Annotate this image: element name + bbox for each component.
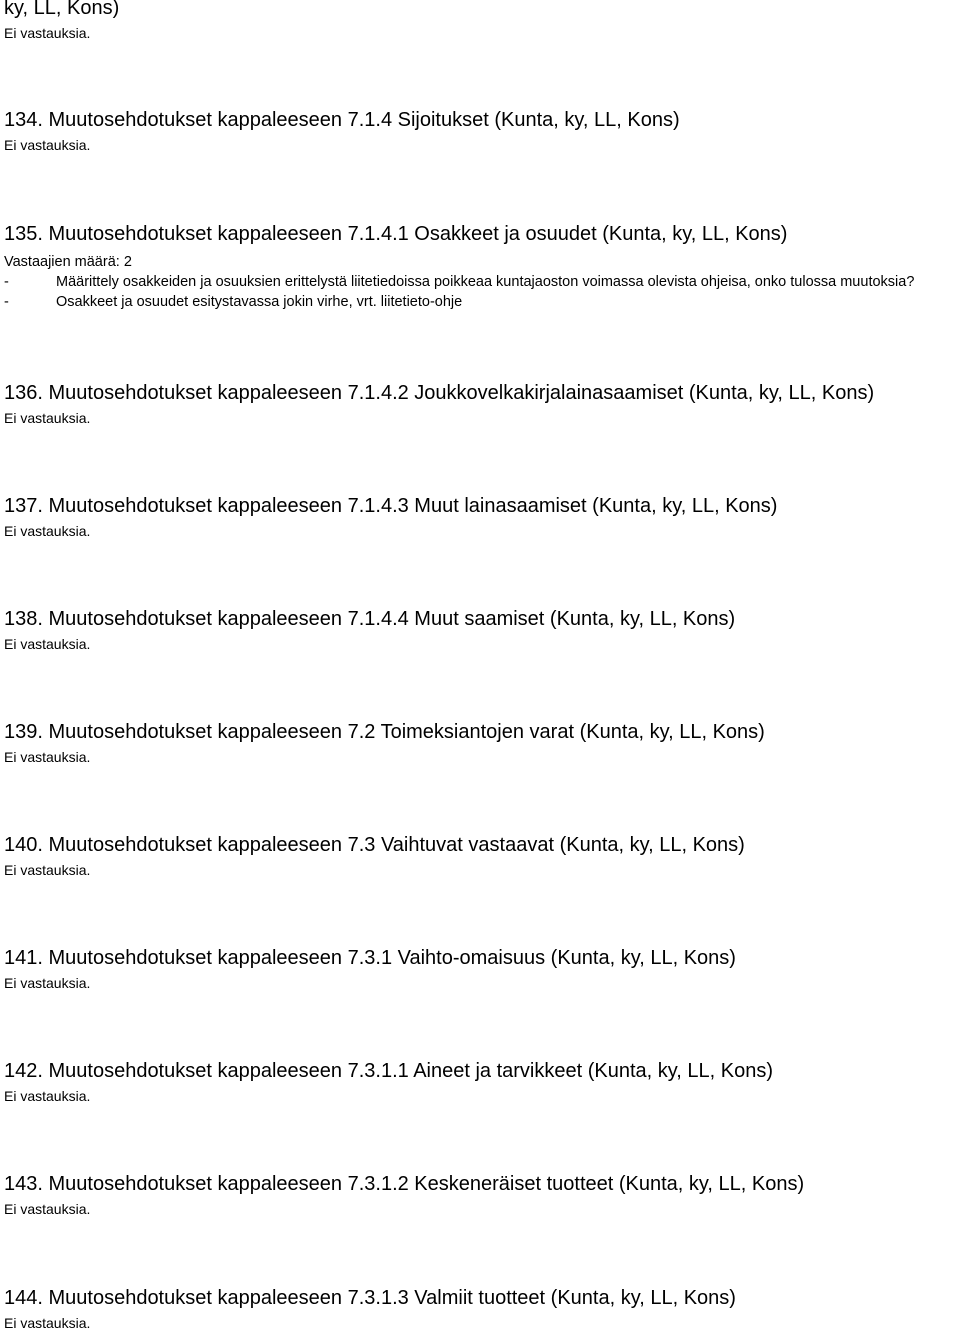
section-136 [4, 381, 960, 427]
list-dash: - [4, 274, 9, 290]
section-heading: 139. Muutosehdotukset kappaleeseen 7.2 Toimeksiantojen varat (Kunta, ky, LL, Kons) [4, 721, 765, 743]
no-answers-text: Ei vastauksia. [4, 1201, 91, 1217]
response-item [4, 272, 960, 292]
section-138 [4, 607, 960, 653]
section-heading: 144. Muutosehdotukset kappaleeseen 7.3.1.3 Valmiit tuotteet (Kunta, ky, LL, Kons) [4, 1287, 736, 1309]
section-heading: 140. Muutosehdotukset kappaleeseen 7.3 Vaihtuvat vastaavat (Kunta, ky, LL, Kons) [4, 834, 745, 856]
section-142 [4, 1059, 960, 1105]
section-143 [4, 1172, 960, 1218]
response-text: Osakkeet ja osuudet esitystavassa jokin virhe, vrt. liitetieto-ohje [56, 294, 463, 310]
section-heading: 141. Muutosehdotukset kappaleeseen 7.3.1 Vaihto-omaisuus (Kunta, ky, LL, Kons) [4, 947, 736, 969]
no-answers-text: Ei vastauksia. [4, 636, 91, 652]
section-135 [4, 222, 960, 312]
section-heading: 137. Muutosehdotukset kappaleeseen 7.1.4.3 Muut lainasaamiset (Kunta, ky, LL, Kons) [4, 495, 778, 517]
no-answers-text: Ei vastauksia. [4, 1088, 91, 1104]
section-134 [4, 108, 960, 154]
section-141 [4, 946, 960, 992]
section-137 [4, 494, 960, 540]
respondent-count: Vastaajien määrä: 2 [4, 254, 132, 270]
section-heading: 142. Muutosehdotukset kappaleeseen 7.3.1.1 Aineet ja tarvikkeet (Kunta, ky, LL, Kons) [4, 1060, 774, 1082]
no-answers-text: Ei vastauksia. [4, 25, 91, 41]
section-heading: 143. Muutosehdotukset kappaleeseen 7.3.1.2 Keskeneräiset tuotteet (Kunta, ky, LL, Kons) [4, 1173, 805, 1195]
response-text: Määrittely osakkeiden ja osuuksien erittelystä liitetiedoissa poikkeaa kuntajaoston voimassa olevista ohjeisa, onko tulossa muutoksia? [56, 274, 915, 290]
section-heading: 136. Muutosehdotukset kappaleeseen 7.1.4.2 Joukkovelkakirjalainasaamiset (Kunta, ky, LL, Kons) [4, 382, 875, 404]
no-answers-text: Ei vastauksia. [4, 749, 91, 765]
section-139 [4, 720, 960, 766]
partial-section [4, 0, 119, 42]
no-answers-text: Ei vastauksia. [4, 1315, 91, 1331]
response-item [4, 292, 960, 312]
section-heading: 135. Muutosehdotukset kappaleeseen 7.1.4.1 Osakkeet ja osuudet (Kunta, ky, LL, Kons) [4, 223, 788, 245]
partial-section-heading: ky, LL, Kons) [4, 0, 120, 19]
section-140 [4, 833, 960, 879]
no-answers-text: Ei vastauksia. [4, 523, 91, 539]
no-answers-text: Ei vastauksia. [4, 862, 91, 878]
no-answers-text: Ei vastauksia. [4, 975, 91, 991]
no-answers-text: Ei vastauksia. [4, 137, 91, 153]
list-dash: - [4, 294, 9, 310]
section-heading: 134. Muutosehdotukset kappaleeseen 7.1.4 Sijoitukset (Kunta, ky, LL, Kons) [4, 109, 680, 131]
no-answers-text: Ei vastauksia. [4, 410, 91, 426]
section-144 [4, 1286, 960, 1332]
section-heading: 138. Muutosehdotukset kappaleeseen 7.1.4.4 Muut saamiset (Kunta, ky, LL, Kons) [4, 608, 736, 630]
